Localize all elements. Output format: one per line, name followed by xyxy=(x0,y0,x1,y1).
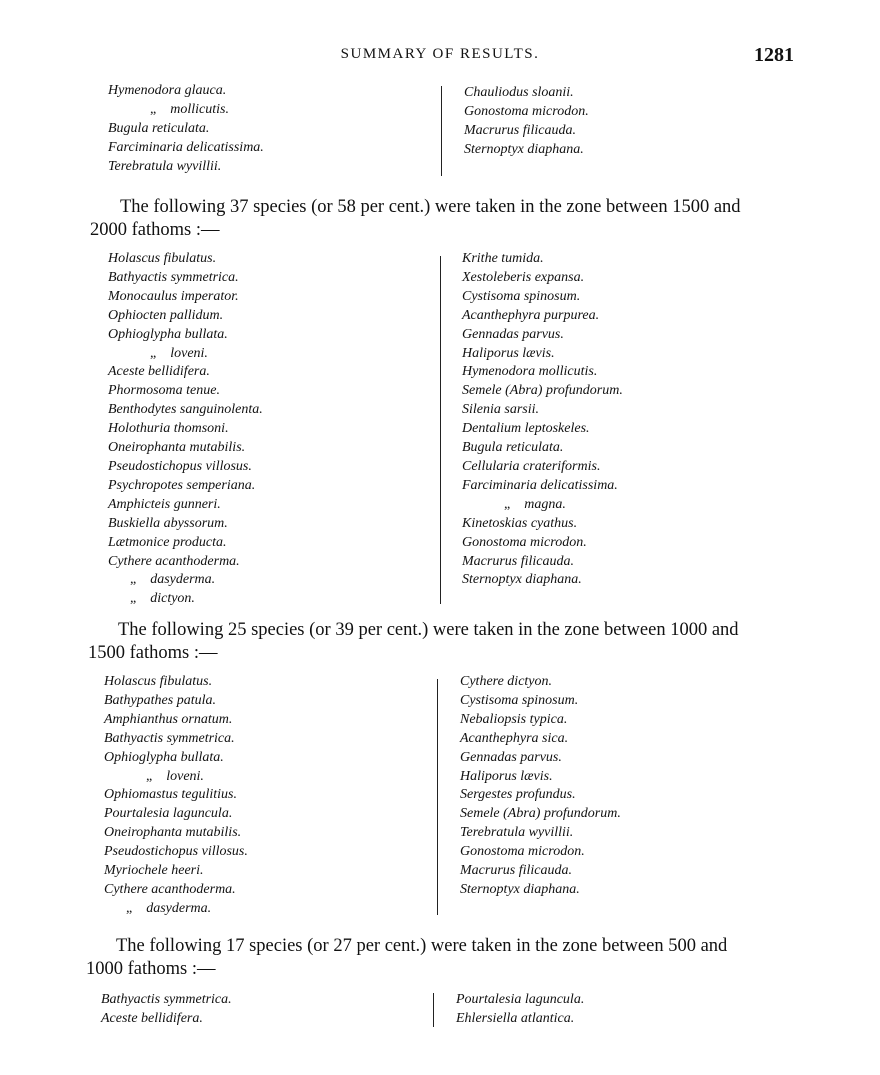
species-item: Aceste bellidifera. xyxy=(108,364,210,380)
species-item: Dentalium leptoskeles. xyxy=(462,421,590,437)
species-item-ditto: „ magna. xyxy=(504,496,566,512)
species-item: Holascus fibulatus. xyxy=(104,674,213,689)
species-item: Sergestes profundus. xyxy=(460,787,576,803)
species-item: Gonostoma microdon. xyxy=(464,103,589,119)
species-item: Cythere acanthoderma. xyxy=(108,553,240,569)
species-item: Aceste bellidifera. xyxy=(101,1010,203,1026)
species-item: Pourtalesia laguncula. xyxy=(104,806,233,822)
species-item: Ophioglypha bullata. xyxy=(108,326,228,342)
species-item: Terebratula wyvillii. xyxy=(108,158,222,174)
species-item: Bugula reticulata. xyxy=(108,120,210,136)
species-item: Monocaulus imperator. xyxy=(108,288,239,304)
block0-left-column xyxy=(108,82,264,177)
species-item-ditto: „ mollicutis. xyxy=(150,101,229,117)
species-item: Gonostoma microdon. xyxy=(462,534,587,550)
species-item: Macrurus filicauda. xyxy=(462,553,574,569)
section2-intro-line1: The following 25 species (or 39 per cent.) were taken in the zone between 1000 and xyxy=(118,620,739,640)
species-item: Haliporus lævis. xyxy=(460,768,553,784)
species-item: Bathyactis symmetrica. xyxy=(108,269,239,285)
species-item: Ophiomastus tegulitius. xyxy=(104,787,238,803)
species-item: Acanthephyra purpurea. xyxy=(462,307,600,323)
species-item: Farciminaria delicatissima. xyxy=(108,139,264,155)
species-item: Silenia sarsii. xyxy=(462,402,540,418)
species-item: Sternoptyx diaphana. xyxy=(464,141,584,157)
species-item: Ophioglypha bullata. xyxy=(104,749,224,765)
species-item: Psychropotes semperiana. xyxy=(108,477,256,493)
section1-intro xyxy=(90,196,790,242)
species-item: Xestoleberis expansa. xyxy=(462,269,585,285)
species-item: Semele (Abra) profundorum. xyxy=(460,806,621,822)
species-item: Semele (Abra) profundorum. xyxy=(462,383,623,399)
species-item: Cythere dictyon. xyxy=(460,674,553,689)
column-divider xyxy=(433,993,434,1027)
species-item-ditto: „ loveni. xyxy=(146,768,204,784)
species-item: Pseudostichopus villosus. xyxy=(104,844,248,860)
species-item-ditto: „ dasyderma. xyxy=(126,900,212,916)
species-item: Cystisoma spinosum. xyxy=(462,288,581,304)
section1-left-column xyxy=(108,250,263,609)
species-item: Pourtalesia laguncula. xyxy=(456,992,585,1007)
species-item: Holothuria thomsoni. xyxy=(108,421,229,437)
section3-intro-line2: 1000 fathoms :— xyxy=(86,959,216,979)
section1-intro-line1: The following 37 species (or 58 per cent.) were taken in the zone between 1500 and xyxy=(120,197,741,217)
section1-right-column xyxy=(462,250,623,590)
species-item: Phormosoma tenue. xyxy=(108,383,220,399)
column-divider xyxy=(437,679,438,915)
species-item: Oneirophanta mutabilis. xyxy=(108,440,246,456)
species-item: Oneirophanta mutabilis. xyxy=(104,825,242,841)
species-item: Hymenodora glauca. xyxy=(108,83,227,98)
species-item: Bathyactis symmetrica. xyxy=(104,730,235,746)
species-item-ditto: „ loveni. xyxy=(150,345,208,361)
species-item: Sternoptyx diaphana. xyxy=(462,572,582,588)
species-item: Lætmonice producta. xyxy=(108,534,227,550)
species-item: Krithe tumida. xyxy=(462,251,544,266)
section2-intro xyxy=(88,619,788,665)
species-item-ditto: „ dictyon. xyxy=(130,591,195,607)
species-item: Benthodytes sanguinolenta. xyxy=(108,402,263,418)
running-title: SUMMARY OF RESULTS. xyxy=(340,46,540,62)
page-number: 1281 xyxy=(754,44,794,66)
species-item: Gennadas parvus. xyxy=(462,326,564,342)
species-item: Ophiocten pallidum. xyxy=(108,307,224,323)
column-divider xyxy=(441,86,442,176)
species-item: Sternoptyx diaphana. xyxy=(460,881,580,897)
species-item: Bathypathes patula. xyxy=(104,692,216,708)
species-item: Amphianthus ornatum. xyxy=(104,711,233,727)
section3-intro xyxy=(86,935,786,981)
section2-left-column xyxy=(104,673,248,919)
section3-right-column xyxy=(456,991,584,1029)
species-item: Terebratula wyvillii. xyxy=(460,825,574,841)
species-item: Bugula reticulata. xyxy=(462,440,564,456)
species-item: Amphicteis gunneri. xyxy=(108,496,221,512)
species-item: Macrurus filicauda. xyxy=(460,863,572,879)
species-item: Holascus fibulatus. xyxy=(108,251,217,266)
species-item: Acanthephyra sica. xyxy=(460,730,569,746)
species-item: Farciminaria delicatissima. xyxy=(462,477,618,493)
species-item: Gonostoma microdon. xyxy=(460,844,585,860)
block0-right-column xyxy=(464,84,589,160)
species-item: Cystisoma spinosum. xyxy=(460,692,579,708)
section3-intro-line1: The following 17 species (or 27 per cent.) were taken in the zone between 500 and xyxy=(116,936,728,956)
section1-intro-line2: 2000 fathoms :— xyxy=(90,220,220,240)
species-item: Pseudostichopus villosus. xyxy=(108,458,252,474)
section3-left-column xyxy=(101,991,232,1029)
species-item: Gennadas parvus. xyxy=(460,749,562,765)
column-divider xyxy=(440,256,441,604)
species-item: Haliporus lævis. xyxy=(462,345,555,361)
species-item: Kinetoskias cyathus. xyxy=(462,515,578,531)
species-item: Hymenodora mollicutis. xyxy=(462,364,598,380)
species-item: Cythere acanthoderma. xyxy=(104,881,236,897)
section2-right-column xyxy=(460,673,621,900)
species-item: Buskiella abyssorum. xyxy=(108,515,228,531)
species-item: Chauliodus sloanii. xyxy=(464,85,574,100)
species-item: Bathyactis symmetrica. xyxy=(101,992,232,1007)
species-item: Myriochele heeri. xyxy=(104,863,204,879)
species-item-ditto: „ dasyderma. xyxy=(130,572,216,588)
section2-intro-line2: 1500 fathoms :— xyxy=(88,643,218,663)
species-item: Ehlersiella atlantica. xyxy=(456,1010,575,1026)
species-item: Macrurus filicauda. xyxy=(464,122,576,138)
species-item: Cellularia crateriformis. xyxy=(462,458,601,474)
species-item: Nebaliopsis typica. xyxy=(460,711,568,727)
